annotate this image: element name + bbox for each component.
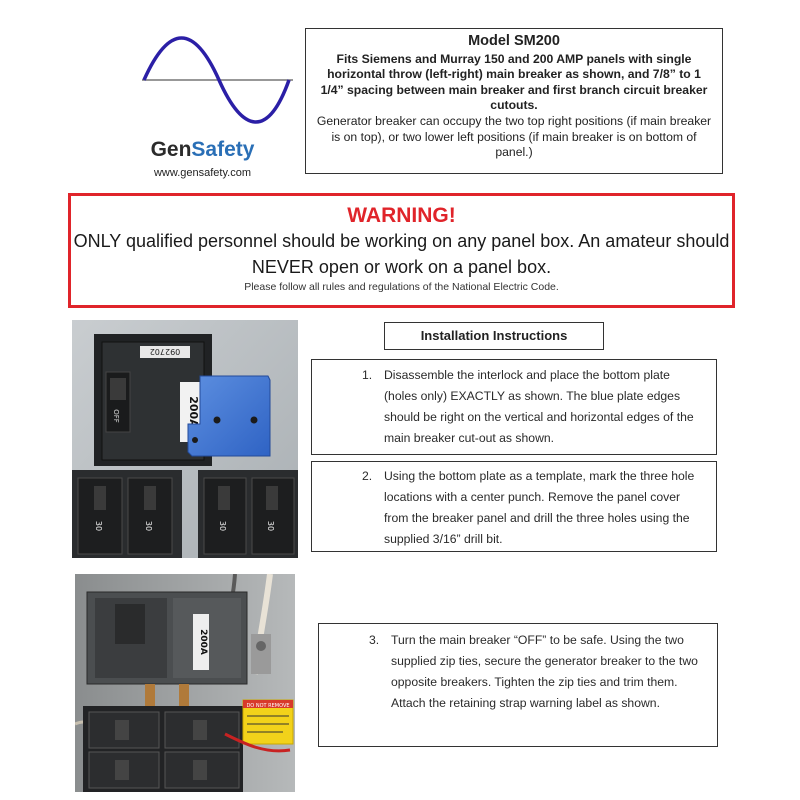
photo1-label-30a: 30 [94, 520, 103, 532]
warning-note: Please follow all rules and regulations of the National Electric Code. [244, 281, 559, 293]
sine-wave-logo-icon [140, 30, 295, 130]
model-generator-note: Generator breaker can occupy the two top right positions (if main breaker is on top), or two lower left positions (if main breaker is on bottom of panel.) [316, 113, 712, 160]
step-number: 3. [369, 633, 380, 647]
install-step-1 [311, 359, 717, 455]
step-number: 1. [362, 368, 373, 382]
model-info-box [305, 28, 723, 174]
installation-header: Installation Instructions [384, 322, 604, 350]
photo1-label-30d: 30 [266, 520, 275, 532]
brand-name [140, 138, 265, 162]
panel-photo-installed-breaker [75, 574, 295, 792]
brand-gen: Gen [150, 138, 192, 161]
website-url: www.gensafety.com [153, 167, 251, 179]
photo1-label-30b: 30 [144, 520, 153, 532]
panel-photo-blue-plate [72, 320, 298, 558]
photo2-label-amp: 200A [198, 629, 208, 655]
step-number: 2. [362, 469, 373, 483]
photo2-label-do-not: DO NOT REMOVE [246, 703, 290, 709]
warning-box [68, 193, 735, 308]
brand-safety: Safety [191, 138, 255, 161]
install-step-3 [318, 623, 718, 747]
step-text: Disassemble the interlock and place the bottom plate (holes only) EXACTLY as shown. The blue plate edges should be right on the vertical and horizontal edges of the main breaker cut-out as shown. [384, 368, 694, 445]
model-title: Model SM200 [468, 33, 560, 49]
warning-title: WARNING! [347, 204, 456, 227]
photo1-label-30c: 30 [218, 520, 227, 532]
step-text: Turn the main breaker “OFF” to be safe. Using the two supplied zip ties, secure the generator breaker to the two opposite breakers. Tighten the zip ties and trim them. Attach the retaining strap warning label as shown. [391, 633, 698, 710]
step-text: Using the bottom plate as a template, mark the three hole locations with a center punch. Remove the panel cover from the breaker panel and drill the three holes using the supplied 3/16” drill bit. [384, 469, 695, 546]
photo1-label-amp: 200A [187, 396, 200, 428]
install-step-2 [311, 461, 717, 552]
model-fits-text: Fits Siemens and Murray 150 and 200 AMP panels with single horizontal throw (left-right) main breaker as shown, and 7/8” to 1 1/4” spacing between main breaker and first branch circuit breaker cutouts. [320, 51, 708, 113]
warning-text: ONLY qualified personnel should be working on any panel box. An amateur should NEVER open or work on a panel box. [73, 231, 730, 277]
photo1-label-off: OFF [112, 409, 120, 423]
photo1-label-top: 092702 [149, 347, 181, 356]
